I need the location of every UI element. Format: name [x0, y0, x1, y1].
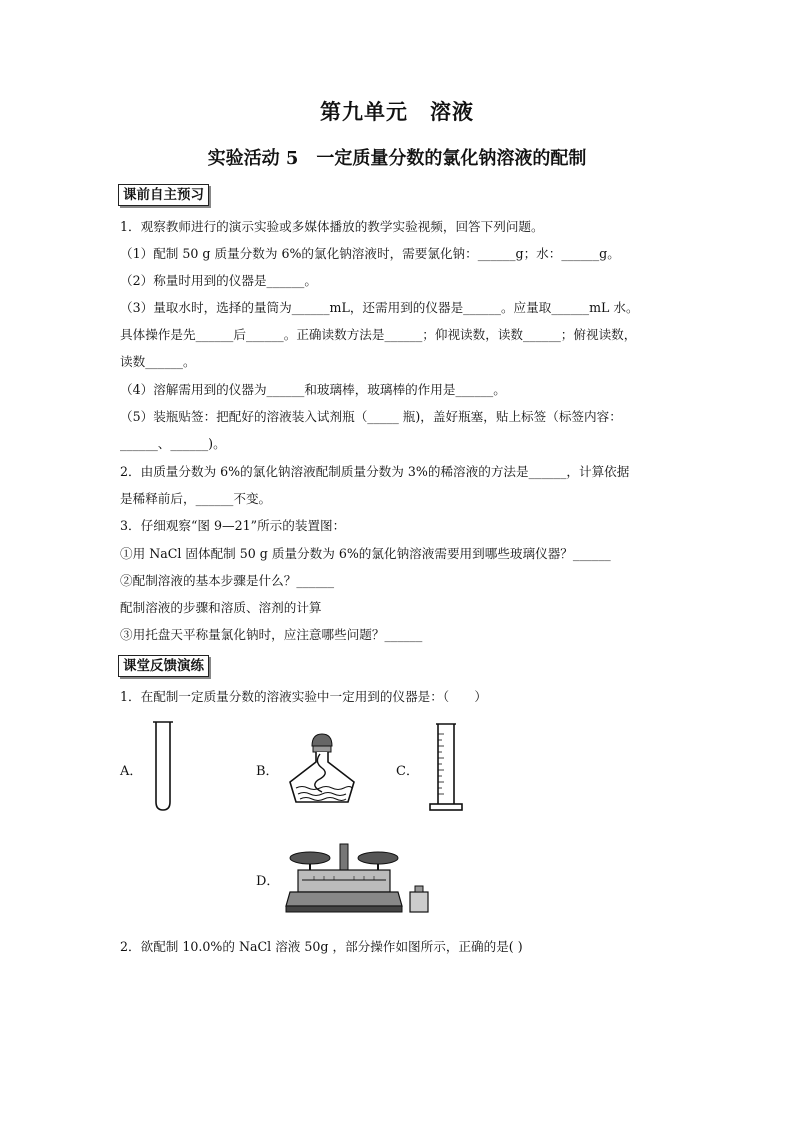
question-line: 读数______。: [120, 354, 196, 369]
graduated-cylinder-icon: [426, 720, 466, 814]
question-line: 是稀释前后，______不变。: [120, 491, 272, 506]
page-title: 第九单元 溶液: [320, 99, 474, 124]
section-heading-preview: 课前自主预习: [118, 184, 209, 206]
question-line: （5）装瓶贴签：把配好的溶液装入试剂瓶（_____ 瓶)，盖好瓶塞，贴上标签（标签内容：: [120, 409, 622, 424]
question-line: （4）溶解需用到的仪器为______和玻璃棒，玻璃棒的作用是______。: [120, 382, 506, 397]
question-line: ______、______)。: [120, 436, 226, 451]
question-line: ①用 NaCl 固体配制 50 g 质量分数为 6%的氯化钠溶液需要用到哪些玻璃仪器？______: [120, 546, 611, 561]
page-subtitle: 实验活动 5 一定质量分数的氯化钠溶液的配制: [207, 148, 587, 169]
option-d-label: D．: [256, 874, 280, 889]
question-line: （1）配制 50 g 质量分数为 6%的氯化钠溶液时，需要氯化钠：______g；水：______g。: [120, 246, 620, 261]
section-heading-practice: 课堂反馈演练: [118, 655, 209, 677]
question-line: 2．由质量分数为 6%的氯化钠溶液配制质量分数为 3%的稀溶液的方法是______，计算依据: [120, 464, 630, 479]
question-line: （3）量取水时，选择的量筒为______mL，还需用到的仪器是______。应量取______mL 水。: [120, 300, 639, 315]
question-line: 3．仔细观察“图 9—21”所示的装置图：: [120, 518, 346, 533]
question-line: 配制溶液的步骤和溶质、溶剂的计算: [120, 600, 322, 615]
question-line: （2）称量时用到的仪器是______。: [120, 273, 317, 288]
question-line: ②配制溶液的基本步骤是什么？______: [120, 573, 335, 588]
alcohol-lamp-icon: [282, 728, 362, 808]
question-line: 1．观察教师进行的演示实验或多媒体播放的教学实验视频，回答下列问题。: [120, 219, 544, 234]
question-line: 具体操作是先______后______。正确读数方法是______；仰视读数，读数______；俯视读数，: [120, 327, 637, 342]
option-c-label: C．: [396, 764, 419, 779]
option-b-label: B．: [256, 764, 279, 779]
option-a-label: A．: [120, 764, 143, 779]
test-tube-icon: [148, 718, 178, 814]
balance-scale-icon: [284, 840, 434, 920]
question-line: ③用托盘天平称量氯化钠时，应注意哪些问题？______: [120, 627, 423, 642]
question-line: 1．在配制一定质量分数的溶液实验中一定用到的仪器是：（ ）: [120, 689, 487, 704]
question-line: 2．欲配制 10.0%的 NaCl 溶液 50g ，部分操作如图所示，正确的是( ): [120, 939, 523, 954]
